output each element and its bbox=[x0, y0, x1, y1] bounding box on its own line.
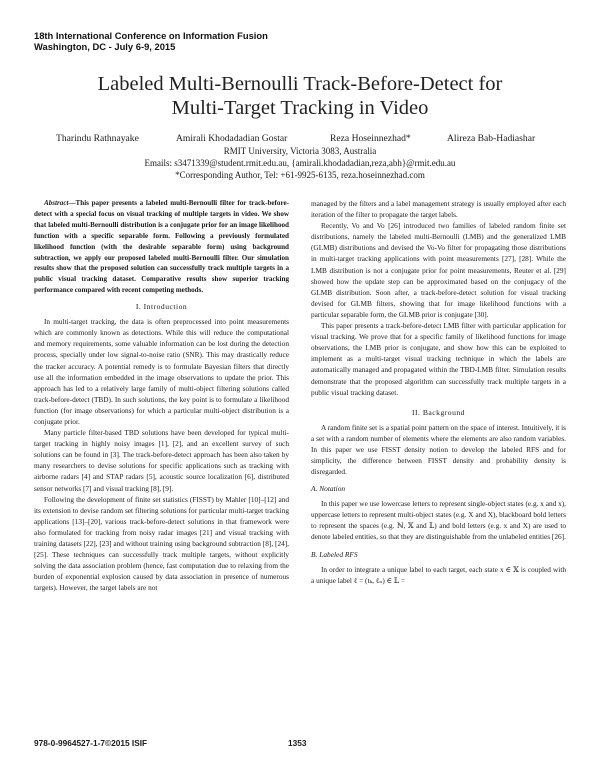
section-heading-introduction: I. Introduction bbox=[135, 302, 188, 312]
title-line-1: Labeled Multi-Bernoulli Track-Before-Detect for bbox=[97, 73, 503, 95]
notation-paragraph: In this paper we use lowercase letters to represent single-object states (e.g. x and x), uppercase letters to represent multi-object states (e.g. X and X), blackboard bold letters to represent the spaces (e.g. ℕ, 𝕏 and 𝕃) and bold letters (e.g. x and X) are used to denote labeled entities, so that they are distinguishable from the unlabeled entities [26]. bbox=[311, 499, 566, 542]
conference-location-date: Washington, DC - July 6-9, 2015 bbox=[34, 41, 176, 52]
conference-name: 18th International Conference on Information Fusion bbox=[34, 30, 268, 41]
author-2: Amirali Khodadadian Gostar bbox=[176, 133, 288, 144]
author-1: Tharindu Rathnayake bbox=[56, 133, 139, 144]
left-column bbox=[34, 198, 289, 594]
affiliation: RMIT University, Victoria 3083, Australia bbox=[223, 146, 377, 156]
right-paragraph-2: Recently, Vo and Vo [26] introduced two families of labeled random finite set distributions, namely the labeled multi-Bernoulli (LMB) and the generalized LMB (GLMB) distributions and devised the Vo-Vo filter for propagating those distributions in multi-target tracking applications with point measurements [27], [28]. While the LMB distribution is not a conjugate prior for point measurements, Reuter et al. [29] showed how the update step can be approximated based on the conjugacy of the GLMB distribution. Soon after, a track-before-detect solution for visual tracking devised for GLMB filters, showing that for image likelihood functions with a particular separable form, the GLMB prior is conjugate [30]. bbox=[311, 221, 566, 319]
footer-isbn: 978-0-9964527-1-7©2015 ISIF bbox=[34, 738, 148, 748]
subsection-heading-labeled-rfs: B. Labeled RFS bbox=[311, 549, 358, 559]
title-line-2: Multi-Target Tracking in Video bbox=[171, 97, 429, 119]
abstract-text: —This paper presents a labeled multi-Bernoulli filter for track-before-detect with a special focus on visual tracking of multiple targets in video. We show that labeled multi-Bernoulli distribution is a conjugate prior for an image likelihood function with a specific separable form. Following a previously formulated likelihood function (with the desirable separable form) using background subtraction, we apply our proposed labeled multi-Bernoulli filter. Our simulation results show that the proposed solution can successfully track multiple targets in a public visual tracking dataset. Comparative results show superior tracking performance compared with recent competing methods. bbox=[34, 199, 289, 295]
corresponding-author: *Corresponding Author, Tel: +61-9925-6135, reza.hoseinnezhad.com bbox=[175, 170, 425, 180]
page-number: 1353 bbox=[288, 738, 307, 748]
abstract-label: Abstract bbox=[44, 199, 69, 207]
background-paragraph-1: A random finite set is a spatial point pattern on the space of interest. Intuitively, it is a set with a random number of elements where the elements are also random variables. In this paper we use FISST density notion to develop the labeled RFS and for simplicity, the difference between FISST density and probability density is disregarded. bbox=[311, 422, 566, 477]
right-paragraph-1: managed by the filters and a label management strategy is usually employed after each iteration of the filter to propagate the target labels. bbox=[311, 199, 566, 220]
right-paragraph-3: This paper presents a track-before-detect LMB filter with particular application for visual tracking. We prove that for a specific family of likelihood functions for image observations, the LMB prior is conjugate, and show how this can be exploited to implement as a multi-target visual tracking technique in which the labels are automatically managed and propagated within the TBD-LMB filter. Simulation results demonstrate that the proposed algorithm can successfully track multiple targets in a public visual tracking dataset. bbox=[311, 321, 566, 397]
intro-paragraph-3: Following the development of finite set statistics (FISST) by Mahler [10]–[12] and its extension to devise random set filtering solutions for particular multi-target tracking applications [13]–[20], various track-before-detect solutions in that framework were also formulated for tracking from noisy radar images [21] and visual tracking with training datasets [22], [23] and without training using background subtraction [8], [24], [25]. These techniques can successfully track multiple targets, without explicitly solving the data association problem (hence, fast computation due to relaxing from the burden of exponential explosion caused by data association in presence of numerous targets). However, the target labels are not bbox=[34, 494, 289, 593]
author-4: Alireza Bab-Hadiashar bbox=[447, 133, 536, 144]
abstract bbox=[34, 198, 289, 296]
labeled-rfs-paragraph: In order to integrate a unique label to each target, each state x ∈ 𝕏 is coupled with a unique label ℓ = (tₖ, ℓₙ) ∈ 𝕃 = bbox=[311, 564, 566, 585]
conference-header bbox=[34, 30, 434, 52]
subsection-heading-notation: A. Notation bbox=[311, 484, 346, 494]
author-3: Reza Hoseinnezhad* bbox=[330, 133, 411, 144]
section-heading-background: II. Background bbox=[412, 407, 465, 417]
paper-title bbox=[40, 72, 560, 120]
intro-paragraph-1: In multi-target tracking, the data is often preprocessed into point measurements which are commonly known as detections. While this will reduce the computational and memory requirements, some valuable information can be lost during the detection process, specially under low signal-to-noise ratio (SNR). This may drastically reduce the tracker accuracy. A potential remedy is to formulate Bayesian filters that directly use all the information embedded in the image observations to update the prior. This approach has led to a relatively large family of multi-object filtering solutions called track-before-detect (TBD). In such solutions, the key point is to formulate a likelihood function (for image observations) for which a particular multi-object distribution is a conjugate prior. bbox=[34, 317, 289, 426]
right-column bbox=[311, 198, 566, 586]
intro-paragraph-2: Many particle filter-based TBD solutions have been developed for typical multi-target tracking in highly noisy images [1], [2], and an excellent survey of such solutions can be found in [3]. The track-before-detect approach has been also taken by many researchers to devise solutions for specific applications such as tracking with airborne radars [4] and STAP radars [5], acoustic source localization [6], distributed sensor networks [7] and visual tracking [8], [9]. bbox=[34, 428, 289, 493]
emails: Emails: s3471339@student.rmit.edu.au, {amirali.khodadadian,reza,abh}@rmit.edu.au bbox=[144, 158, 456, 168]
